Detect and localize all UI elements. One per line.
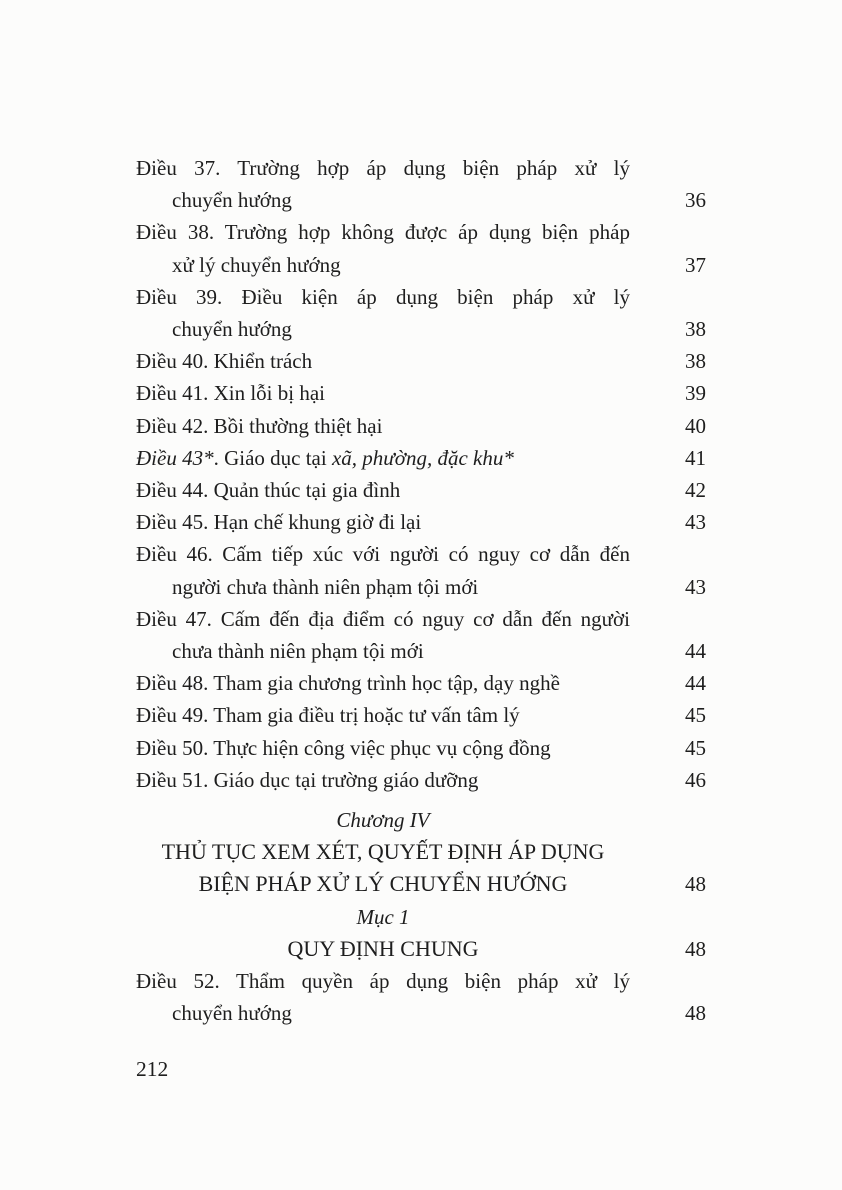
section-number-label [136,901,706,933]
toc-entry [136,474,706,506]
entry-page-number: 43 [685,510,706,535]
toc-entry-line-1 [136,152,706,184]
section-title [136,933,706,965]
toc-entry [136,377,706,409]
toc-entry [136,410,706,442]
toc-entry-line-2 [136,313,706,345]
toc-entry-line-2 [136,571,706,603]
entry-text: người chưa thành niên phạm tội mới [172,574,479,599]
chapter-title [136,868,706,900]
footer-page-number: 212 [136,1057,169,1081]
toc-entry-line-1 [136,216,706,248]
table-of-contents [136,152,706,1029]
entry-text: Điều 52. Thẩm quyền áp dụng biện pháp xử lý [136,969,630,994]
toc-entry [136,764,706,796]
entry-page-number: 48 [685,1001,706,1026]
entry-text: Điều 50. Thực hiện công việc phục vụ cộng đồng [136,735,551,760]
entry-text: Điều 39. Điều kiện áp dụng biện pháp xử lý [136,284,630,309]
entry-text: Điều 49. Tham gia điều trị hoặc tư vấn tâm lý [136,703,520,728]
entry-text: chuyển hướng [172,188,292,213]
entry-text: Điều 40. Khiển trách [136,349,313,374]
entry-text: Điều 37. Trường hợp áp dụng biện pháp xử lý [136,156,630,180]
entry-text: chuyển hướng [172,1001,292,1026]
entry-text: Điều 44. Quản thúc tại gia đình [136,478,401,503]
entry-page-number: 41 [685,445,706,470]
entry-text: chưa thành niên phạm tội mới [172,639,424,664]
toc-entry-line-1 [136,965,706,997]
toc-entry [136,345,706,377]
entry-text-italic-part: xã, phường, đặc khu* [331,445,514,470]
entry-text: BIỆN PHÁP XỬ LÝ CHUYỂN HƯỚNG [198,871,568,897]
entry-page-number: 40 [685,413,706,438]
entry-page-number: 46 [685,767,706,792]
entry-text: Điều 46. Cấm tiếp xúc với người có nguy cơ dẫn đến [136,542,630,567]
entry-page-number: 45 [685,703,706,728]
entry-text: Mục 1 [356,904,410,929]
toc-entry-line-2 [136,249,706,281]
entry-page-number: 44 [685,671,706,696]
entry-text: Điều 45. Hạn chế khung giờ đi lại [136,510,422,535]
toc-entry-line-2 [136,635,706,667]
entry-text: Điều 48. Tham gia chương trình học tập, dạy nghề [136,671,560,696]
entry-page-number: 45 [685,735,706,760]
toc-entry-line-1 [136,538,706,570]
toc-entry [136,699,706,731]
chapter-title [136,836,706,868]
entry-page-number: 38 [685,349,706,374]
toc-entry [136,442,706,474]
entry-page-number: 38 [685,317,706,342]
entry-text: Điều 42. Bồi thường thiệt hại [136,413,383,438]
entry-text: Điều 51. Giáo dục tại trường giáo dưỡng [136,767,479,792]
entry-text: Điều 38. Trường hợp không được áp dụng biện pháp [136,220,630,245]
entry-text: xử lý chuyển hướng [172,252,341,277]
toc-entry-line-1 [136,281,706,313]
entry-page-number: 48 [685,872,706,897]
entry-page-number: 48 [685,936,706,961]
toc-entry-line-2 [136,184,706,216]
entry-text [136,442,514,474]
toc-entry-line-2 [136,997,706,1029]
toc-entry [136,732,706,764]
entry-text: Chương IV [336,808,430,833]
entry-text-italic-part: Điều 43* [136,445,214,470]
entry-page-number: 36 [685,188,706,213]
toc-entry-line-1 [136,603,706,635]
entry-page-number: 44 [685,639,706,664]
entry-page-number: 39 [685,381,706,406]
chapter-number-label [136,804,706,836]
toc-entry [136,667,706,699]
entry-page-number: 37 [685,252,706,277]
entry-text: THỦ TỤC XEM XÉT, QUYẾT ĐỊNH ÁP DỤNG [161,839,605,865]
entry-text: QUY ĐỊNH CHUNG [287,935,479,961]
entry-text: Điều 41. Xin lỗi bị hại [136,381,325,406]
entry-page-number: 43 [685,574,706,599]
entry-page-number: 42 [685,478,706,503]
entry-text: chuyển hướng [172,317,292,342]
toc-entry [136,506,706,538]
entry-text-roman-part: . Giáo dục tại [213,445,332,470]
entry-text: Điều 47. Cấm đến địa điểm có nguy cơ dẫn đến người [136,606,630,631]
